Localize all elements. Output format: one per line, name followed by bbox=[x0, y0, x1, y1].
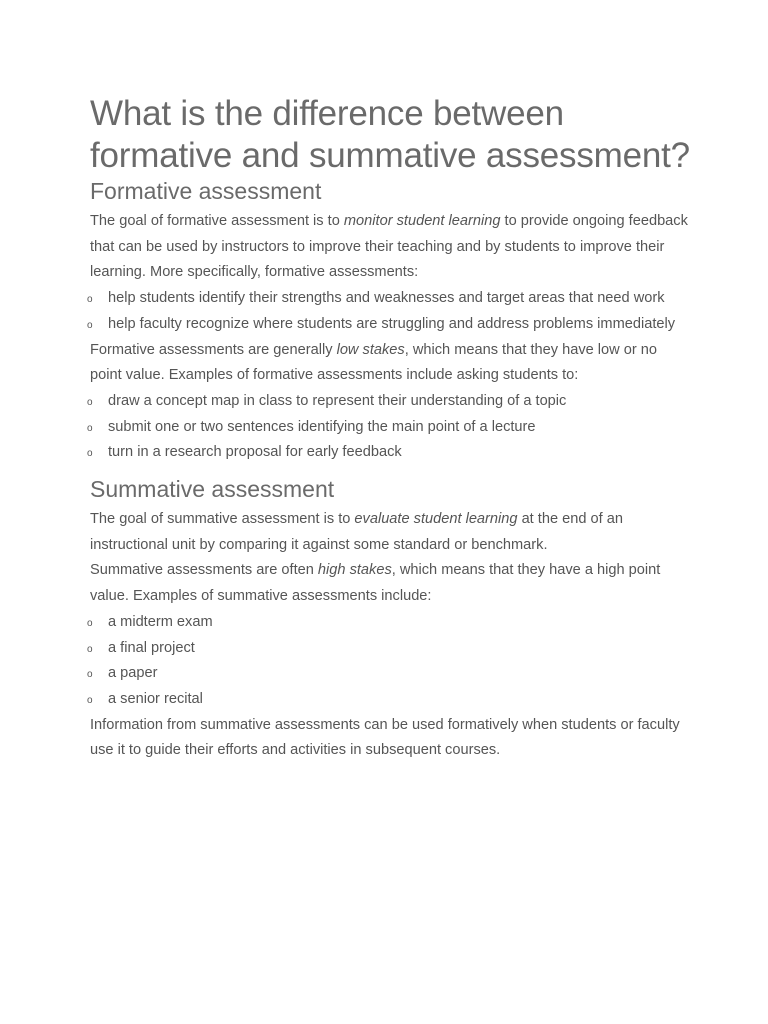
formative-goals-list bbox=[87, 286, 690, 337]
list-item-text: submit one or two sentences identifying the main point of a lecture bbox=[108, 418, 536, 435]
list-item bbox=[87, 286, 690, 312]
formative-stakes-paragraph bbox=[90, 338, 690, 389]
formative-intro-text-rest: to provide ongoing feedback that can be used by instructors to improve their teaching and by students to improve their learning. More specifically, formative assessments: bbox=[90, 213, 688, 281]
bullet-icon: o bbox=[87, 448, 93, 460]
list-item bbox=[87, 389, 690, 415]
formative-stakes-text-rest: , which means that they have low or no point value. Examples of formative assessments include asking students to: bbox=[90, 341, 658, 384]
formative-stakes-text: Formative assessments are generally bbox=[90, 341, 337, 358]
bullet-icon: o bbox=[87, 422, 93, 434]
list-item bbox=[87, 415, 690, 441]
list-item bbox=[87, 687, 690, 713]
summative-heading: Summative assessment bbox=[90, 476, 335, 503]
list-item-text: a senior recital bbox=[108, 690, 203, 707]
formative-examples-list bbox=[87, 389, 690, 466]
list-item-text: help students identify their strengths and weaknesses and target areas that need work bbox=[108, 290, 665, 307]
summative-stakes-paragraph bbox=[90, 558, 690, 609]
formative-stakes-emphasis: low stakes bbox=[336, 341, 405, 358]
list-item bbox=[87, 661, 690, 687]
bullet-icon: o bbox=[87, 694, 93, 706]
page-title: What is the difference between formative and summative assessment? bbox=[90, 94, 690, 175]
summative-intro-text-rest: at the end of an instructional unit by comparing it against some standard or benchmark. bbox=[90, 511, 623, 553]
summative-intro-text: The goal of summative assessment is to bbox=[90, 511, 355, 528]
summative-closing-paragraph: Information from summative assessments can be used formatively when students or faculty use it to guide their efforts and activities in subsequent courses. bbox=[90, 716, 680, 759]
summative-stakes-emphasis: high stakes bbox=[317, 562, 392, 579]
bullet-icon: o bbox=[87, 319, 93, 331]
formative-intro-text: The goal of formative assessment is to bbox=[90, 213, 344, 229]
bullet-icon: o bbox=[87, 669, 93, 681]
list-item-text: help faculty recognize where students are struggling and address problems immediately bbox=[108, 315, 676, 332]
summative-examples-list bbox=[87, 610, 690, 713]
list-item bbox=[87, 440, 690, 466]
bullet-icon: o bbox=[87, 617, 93, 629]
bullet-icon: o bbox=[87, 294, 93, 306]
list-item-text: draw a concept map in class to represent their understanding of a topic bbox=[108, 392, 567, 409]
summative-stakes-text: Summative assessments are often bbox=[90, 562, 318, 579]
summative-intro-emphasis: evaluate student learning bbox=[354, 511, 518, 528]
bullet-icon: o bbox=[87, 643, 93, 655]
bullet-icon: o bbox=[87, 396, 93, 408]
list-item-text: a midterm exam bbox=[108, 613, 213, 630]
summative-stakes-text-rest: , which means that they have a high point value. Examples of summative assessments include: bbox=[90, 562, 661, 605]
list-item-text: a paper bbox=[108, 665, 158, 682]
list-item bbox=[87, 636, 690, 662]
document-page bbox=[87, 93, 690, 764]
summative-intro-paragraph bbox=[90, 507, 690, 558]
list-item bbox=[87, 312, 690, 338]
formative-intro-paragraph bbox=[90, 209, 690, 286]
formative-intro-emphasis: monitor student learning bbox=[343, 213, 501, 229]
list-item bbox=[87, 610, 690, 636]
formative-heading: Formative assessment bbox=[90, 178, 322, 204]
list-item-text: turn in a research proposal for early feedback bbox=[108, 444, 402, 461]
list-item-text: a final project bbox=[108, 639, 195, 656]
